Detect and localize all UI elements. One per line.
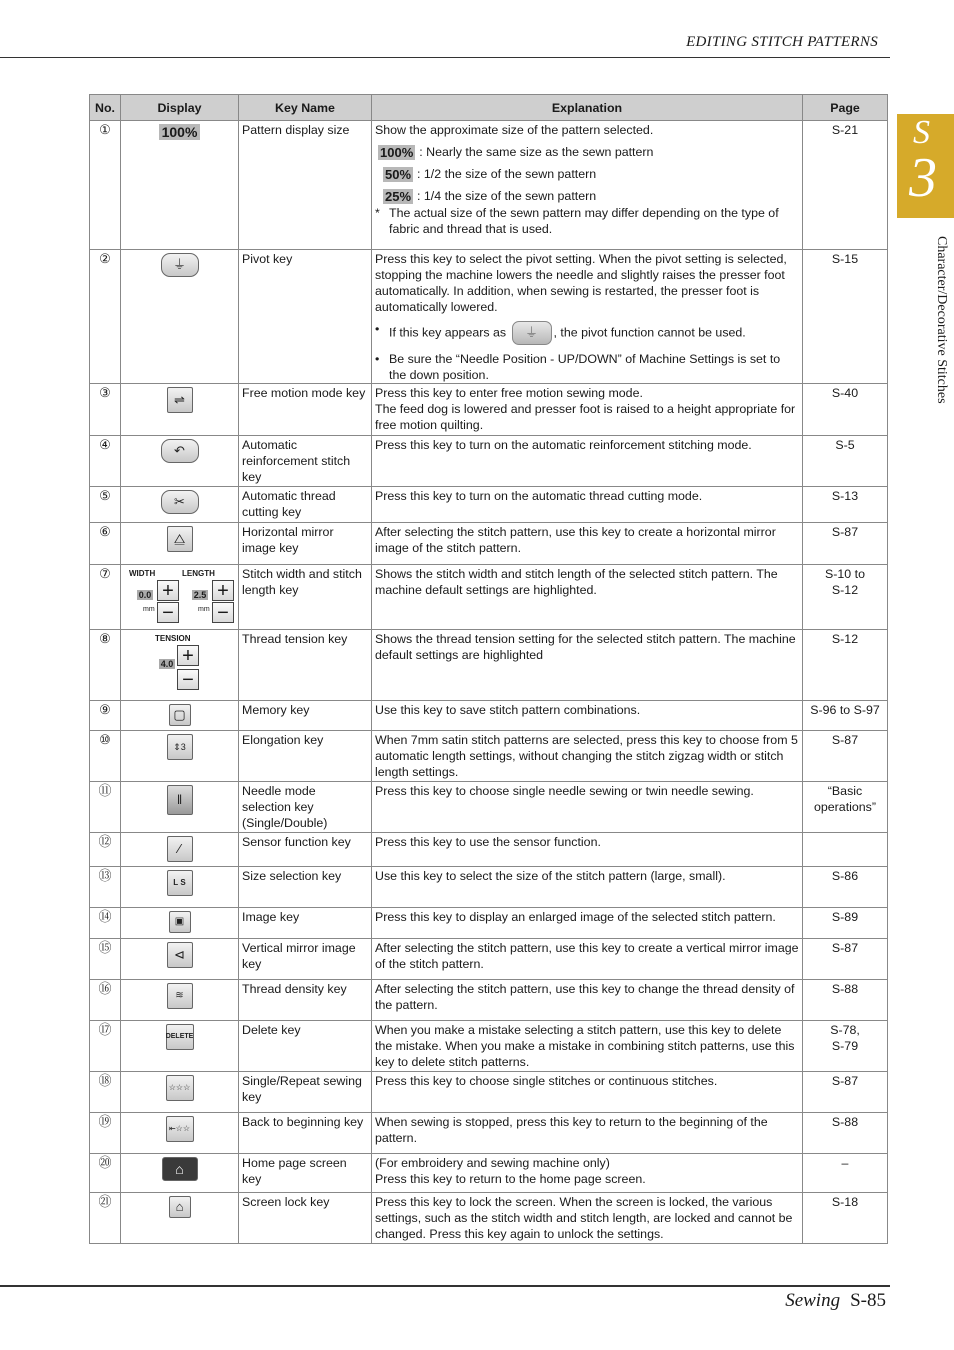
chapter-tab	[897, 114, 954, 218]
scissors-icon: ✂	[161, 490, 199, 514]
plus-icon: +	[177, 645, 199, 666]
explanation-text: When sewing is stopped, press this key to return to the beginning of the pattern.	[372, 1113, 803, 1154]
reinforcement-stitch-icon: ↶	[161, 439, 199, 463]
table-row	[90, 782, 888, 833]
size-badge: 100%	[380, 144, 414, 160]
footnote-mark: *	[375, 206, 380, 220]
key-name: Home page screen key	[239, 1154, 372, 1193]
table-row	[90, 565, 888, 630]
pattern-size-display: 100%	[159, 124, 201, 140]
display-cell	[121, 867, 239, 908]
size-text: : 1/2 the size of the sewn pattern	[417, 167, 597, 181]
elongation-icon: ⇕ 3	[167, 734, 193, 760]
display-cell	[121, 384, 239, 436]
size-option	[375, 166, 799, 182]
length-value: 2.5	[193, 590, 207, 600]
table-row	[90, 1193, 888, 1244]
table-row	[90, 436, 888, 487]
size-badge: 50%	[385, 166, 412, 182]
minus-icon: −	[177, 669, 199, 690]
width-unit: mm	[143, 606, 155, 613]
page-ref	[803, 833, 888, 867]
explanation-text: Press this key to display an enlarged image of the selected stitch pattern.	[372, 908, 803, 939]
page-ref: S-5	[803, 436, 888, 487]
display-cell	[121, 436, 239, 487]
size-badge: 25%	[385, 188, 412, 204]
key-name: Thread tension key	[239, 630, 372, 701]
row-number: ①	[90, 121, 121, 250]
table-row	[90, 1072, 888, 1113]
explanation-text: Shows the thread tension setting for the selected stitch pattern. The machine default settings are highlighted	[372, 630, 803, 701]
display-cell	[121, 782, 239, 833]
delete-icon	[166, 1024, 194, 1050]
page-ref: S-12	[803, 630, 888, 701]
table-row	[90, 523, 888, 565]
explanation-text: Press this key to turn on the automatic reinforcement stitching mode.	[372, 436, 803, 487]
col-header-no: No.	[90, 95, 121, 121]
image-icon: ▣	[169, 911, 191, 933]
size-small-letter: S	[180, 878, 186, 887]
key-name: Thread density key	[239, 980, 372, 1021]
page-ref: S-86	[803, 867, 888, 908]
size-option	[375, 144, 799, 160]
size-large-letter: L	[173, 878, 179, 887]
length-unit: mm	[198, 606, 210, 613]
row-number: ②	[90, 250, 121, 384]
width-control	[125, 566, 179, 624]
display-cell	[121, 939, 239, 980]
key-name: Memory key	[239, 701, 372, 731]
bullet-item	[375, 321, 799, 345]
display-cell	[121, 731, 239, 782]
page-ref: S-87	[803, 1072, 888, 1113]
page-ref: S-18	[803, 1193, 888, 1244]
key-name: Needle mode selection key (Single/Double)	[239, 782, 372, 833]
page-ref: S-87	[803, 939, 888, 980]
key-name: Delete key	[239, 1021, 372, 1072]
sensor-function-icon: ⁄	[167, 836, 193, 862]
page-ref: S-87	[803, 523, 888, 565]
display-cell	[121, 1021, 239, 1072]
explanation-text: After selecting the stitch pattern, use this key to change the thread density of the pattern.	[372, 980, 803, 1021]
row-number: ⑧	[90, 630, 121, 701]
chapter-tab-letter: S	[913, 114, 930, 151]
table-row	[90, 1021, 888, 1072]
home-icon: ⌂	[162, 1157, 198, 1181]
col-header-display: Display	[121, 95, 239, 121]
table-row	[90, 908, 888, 939]
key-name: Single/Repeat sewing key	[239, 1072, 372, 1113]
table-row	[90, 1113, 888, 1154]
table-row	[90, 384, 888, 436]
footnote	[375, 205, 799, 237]
plus-icon: +	[212, 580, 234, 601]
table-header-row	[90, 95, 888, 121]
display-cell	[121, 523, 239, 565]
explanation-text: When 7mm satin stitch patterns are selected, press this key to choose from 5 automatic length settings, without changing the stitch zigzag width or stitch length settings.	[372, 731, 803, 782]
delete-key-label: DELETE	[165, 1033, 194, 1040]
key-name: Back to beginning key	[239, 1113, 372, 1154]
length-control	[180, 566, 234, 624]
display-cell	[121, 250, 239, 384]
thread-density-icon: ≋	[167, 983, 193, 1009]
footer-rule	[0, 1285, 890, 1287]
explanation-text: Press this key to lock the screen. When the screen is locked, the various settings, such as the stitch width and stitch length, are locked and cannot be changed. Press this key again to unlock the settings.	[372, 1193, 803, 1244]
key-name: Horizontal mirror image key	[239, 523, 372, 565]
bullet-text: , the pivot function cannot be used.	[553, 325, 746, 340]
col-header-page: Page	[803, 95, 888, 121]
size-selection-icon	[167, 870, 193, 896]
display-cell	[121, 1154, 239, 1193]
row-number: ㉑	[90, 1193, 121, 1244]
bullet-text: If this key appears as	[389, 325, 507, 340]
key-name: Automatic thread cutting key	[239, 487, 372, 523]
header-rule	[0, 57, 890, 58]
display-cell	[121, 630, 239, 701]
key-table	[89, 94, 888, 1244]
width-value: 0.0	[138, 590, 152, 600]
explanation-text: Show the approximate size of the pattern selected.	[375, 123, 654, 137]
explanation-text: Press this key to turn on the automatic thread cutting mode.	[372, 487, 803, 523]
back-to-beginning-icon: ⇤☆☆	[166, 1116, 194, 1142]
row-number: ⑨	[90, 701, 121, 731]
page-number: S-85	[850, 1290, 886, 1311]
page-ref: S-78, S-79	[803, 1021, 888, 1072]
minus-icon: −	[212, 602, 234, 623]
table-row	[90, 867, 888, 908]
bullet-mark: •	[375, 352, 380, 366]
elongation-key-number: 3	[180, 742, 186, 752]
key-name: Automatic reinforcement stitch key	[239, 436, 372, 487]
explanation-text: Use this key to save stitch pattern combinations.	[372, 701, 803, 731]
display-cell	[121, 908, 239, 939]
tension-control	[151, 631, 205, 695]
tension-value: 4.0	[160, 659, 174, 669]
tension-label: TENSION	[155, 634, 191, 643]
page-ref: S-96 to S-97	[803, 701, 888, 731]
display-cell	[121, 833, 239, 867]
plus-icon: +	[157, 580, 179, 601]
explanation-cell	[372, 250, 803, 384]
key-name: Pivot key	[239, 250, 372, 384]
page-ref: S-88	[803, 1113, 888, 1154]
size-text: : 1/4 the size of the sewn pattern	[417, 189, 597, 203]
length-label: LENGTH	[182, 569, 215, 578]
display-cell	[121, 565, 239, 630]
row-number: ⑩	[90, 731, 121, 782]
row-number: ⑮	[90, 939, 121, 980]
explanation-text: Press this key to choose single needle sewing or twin needle sewing.	[372, 782, 803, 833]
pivot-key-icon: ⏚	[161, 253, 199, 277]
display-cell	[121, 487, 239, 523]
row-number: ⑳	[90, 1154, 121, 1193]
explanation-text: Press this key to select the pivot setting. When the pivot setting is selected, stopping the machine lowers the needle and slightly raises the presser foot automatically. In addition, when sewing is restarted, the presser foot is automatically lowered.	[375, 252, 787, 314]
key-name: Elongation key	[239, 731, 372, 782]
row-number: ⑤	[90, 487, 121, 523]
display-cell	[121, 701, 239, 731]
page-ref: S-40	[803, 384, 888, 436]
explanation-cell	[372, 121, 803, 250]
horizontal-mirror-icon: ⧋	[167, 526, 193, 552]
page-ref: –	[803, 1154, 888, 1193]
single-repeat-icon: ☆☆☆	[166, 1075, 194, 1101]
explanation-text: Press this key to enter free motion sewing mode. The feed dog is lowered and presser foot is raised to a height appropriate for free motion quilting.	[372, 384, 803, 436]
bullet-mark: •	[375, 322, 380, 336]
footer-section: Sewing	[785, 1290, 841, 1311]
table-row	[90, 630, 888, 701]
table-row	[90, 701, 888, 731]
table-row	[90, 121, 888, 250]
row-number: ⑦	[90, 565, 121, 630]
running-header: EDITING STITCH PATTERNS	[686, 34, 878, 50]
col-header-key-name: Key Name	[239, 95, 372, 121]
table-row	[90, 487, 888, 523]
explanation-text: When you make a mistake selecting a stitch pattern, use this key to delete the mistake. When you make a mistake in combining stitch patterns, use this key to delete stitch patterns.	[372, 1021, 803, 1072]
key-name: Free motion mode key	[239, 384, 372, 436]
explanation-text: Press this key to use the sensor function.	[372, 833, 803, 867]
display-cell	[121, 121, 239, 250]
lock-icon: ⌂	[169, 1196, 191, 1218]
key-name: Sensor function key	[239, 833, 372, 867]
row-number: ⑯	[90, 980, 121, 1021]
table-row	[90, 939, 888, 980]
row-number: ⑪	[90, 782, 121, 833]
key-name: Stitch width and stitch length key	[239, 565, 372, 630]
width-label: WIDTH	[129, 569, 156, 578]
col-header-explanation: Explanation	[372, 95, 803, 121]
explanation-text: (For embroidery and sewing machine only) Press this key to return to the home page screen.	[372, 1154, 803, 1193]
key-name: Pattern display size	[239, 121, 372, 250]
free-motion-icon: ⇌	[167, 387, 193, 413]
memory-icon: ▢	[169, 704, 191, 726]
row-number: ⑱	[90, 1072, 121, 1113]
row-number: ③	[90, 384, 121, 436]
chapter-side-label: Character/Decorative Stitches	[934, 236, 949, 404]
row-number: ⑫	[90, 833, 121, 867]
page-ref: S-89	[803, 908, 888, 939]
bullet-text: Be sure the “Needle Position - UP/DOWN” of Machine Settings is set to the down position.	[389, 352, 781, 382]
key-name: Screen lock key	[239, 1193, 372, 1244]
page-footer	[785, 1290, 886, 1312]
display-cell	[121, 980, 239, 1021]
key-name: Image key	[239, 908, 372, 939]
bullet-item	[375, 351, 799, 383]
page-ref: S-88	[803, 980, 888, 1021]
explanation-text: After selecting the stitch pattern, use this key to create a vertical mirror image of the stitch pattern.	[372, 939, 803, 980]
display-cell	[121, 1193, 239, 1244]
stitch-width-length-display	[123, 566, 236, 624]
page-ref: S-15	[803, 250, 888, 384]
explanation-text: Use this key to select the size of the stitch pattern (large, small).	[372, 867, 803, 908]
explanation-text: Shows the stitch width and stitch length of the selected stitch pattern. The machine default settings are highlighted.	[372, 565, 803, 630]
row-number: ⑭	[90, 908, 121, 939]
page-ref: “Basic operations”	[803, 782, 888, 833]
size-text: : Nearly the same size as the sewn pattern	[419, 145, 654, 159]
size-option	[375, 188, 799, 204]
vertical-mirror-icon: ⊲	[167, 942, 193, 968]
pivot-key-disabled-icon: ⏚	[512, 321, 552, 345]
display-cell	[121, 1113, 239, 1154]
key-name: Vertical mirror image key	[239, 939, 372, 980]
page-ref: S-13	[803, 487, 888, 523]
row-number: ⑰	[90, 1021, 121, 1072]
page-ref: S-87	[803, 731, 888, 782]
display-cell	[121, 1072, 239, 1113]
minus-icon: −	[157, 602, 179, 623]
row-number: ⑬	[90, 867, 121, 908]
explanation-text: Press this key to choose single stitches or continuous stitches.	[372, 1072, 803, 1113]
key-name: Size selection key	[239, 867, 372, 908]
row-number: ④	[90, 436, 121, 487]
table-row	[90, 833, 888, 867]
table-row	[90, 731, 888, 782]
table-row	[90, 980, 888, 1021]
row-number: ⑥	[90, 523, 121, 565]
row-number: ⑲	[90, 1113, 121, 1154]
chapter-tab-number: 3	[909, 147, 937, 209]
page-ref: S-21	[803, 121, 888, 250]
page-ref: S-10 to S-12	[803, 565, 888, 630]
explanation-text: After selecting the stitch pattern, use this key to create a horizontal mirror image of the stitch pattern.	[372, 523, 803, 565]
needle-mode-icon: ‖	[167, 785, 193, 815]
table-row	[90, 1154, 888, 1193]
table-row	[90, 250, 888, 384]
footnote-text: The actual size of the sewn pattern may differ depending on the type of fabric and thread that is used.	[389, 206, 779, 236]
